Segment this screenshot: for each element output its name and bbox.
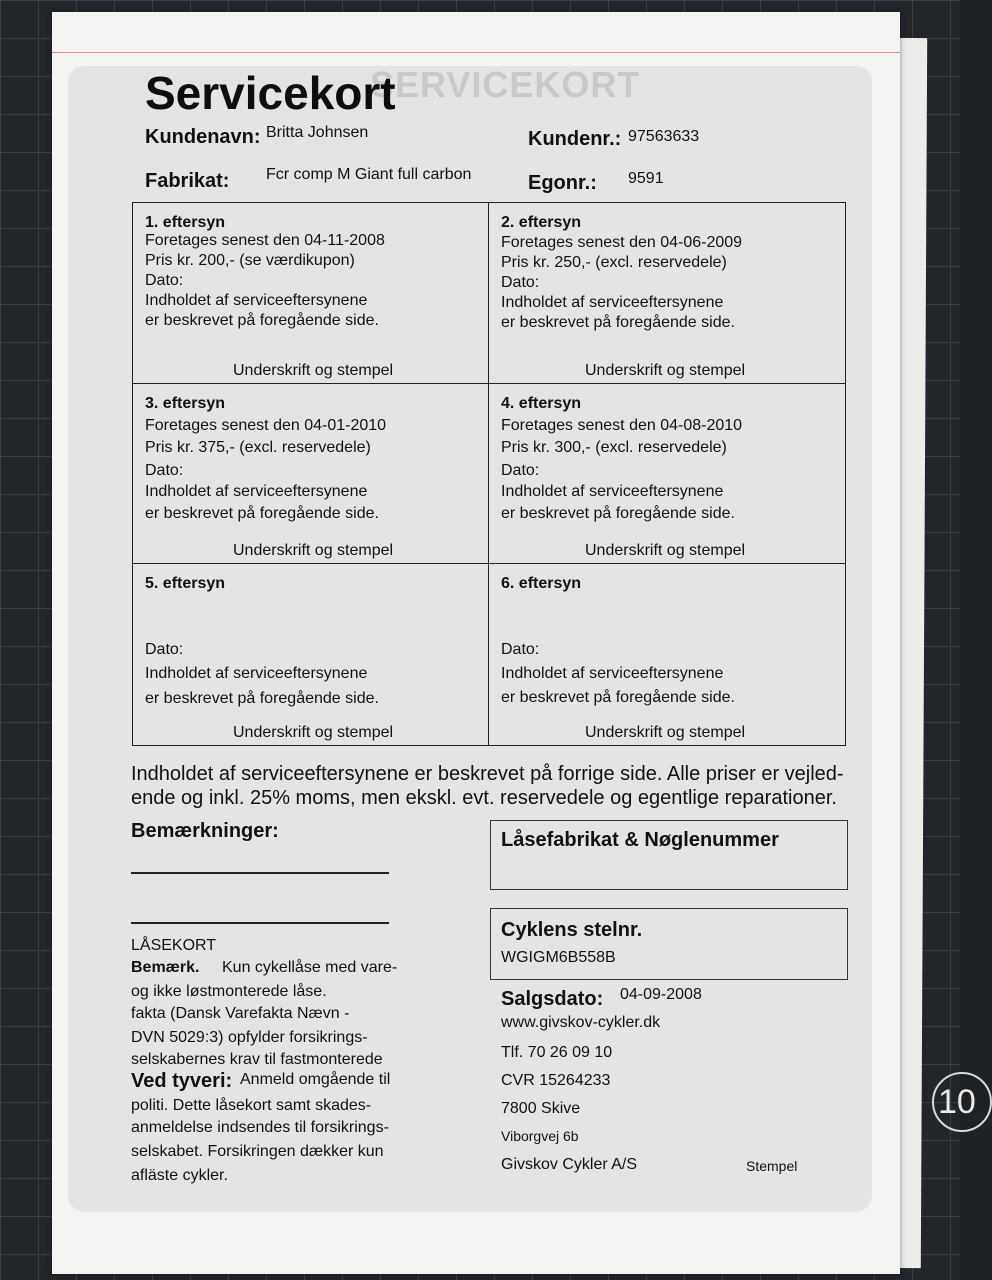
customer-no-value: 97563633 (628, 128, 700, 145)
lock-card-note-line: Kun cykellåse med vare- (222, 959, 398, 976)
inspection-cell-3 (133, 384, 489, 565)
inspection-content-line: er beskrevet på foregående side. (145, 690, 379, 708)
inspection-title: 3. eftersyn (145, 394, 226, 412)
inspection-cell-4 (489, 384, 845, 565)
inspection-date-label: Dato: (145, 641, 184, 659)
lock-card-note-line: selskabernes krav til fastmonterede (131, 1051, 383, 1068)
inspection-date-label: Dato: (501, 641, 540, 659)
theft-label: Ved tyveri: (131, 1070, 233, 1092)
card-title: Servicekort (145, 67, 396, 119)
inspection-title: 5. eftersyn (145, 575, 226, 593)
paper-margin-line (52, 52, 900, 53)
customer-no-label: Kundenr.: (528, 128, 622, 150)
customer-name-value: Britta Johnsen (266, 124, 369, 141)
lock-card-note-line: DVN 5029:3) opfylder forsikrings- (131, 1029, 368, 1046)
price-note (131, 762, 871, 810)
remarks-line (131, 872, 389, 874)
inspection-date-label: Dato: (145, 461, 184, 479)
price-note-line: Indholdet af serviceeftersynene er beskrevet på forrige side. Alle priser er vejled- (131, 763, 844, 785)
inspection-cell-5 (133, 564, 489, 745)
signature-label: Underskrift og stempel (585, 542, 746, 560)
lock-make-label: Låsefabrikat & Nøglenummer (501, 829, 779, 851)
inspection-content-line: er beskrevet på foregående side. (501, 689, 735, 707)
ghost-title: SERVICEKORT (370, 64, 641, 105)
lock-card-heading: LÅSEKORT (131, 937, 217, 954)
inspection-content-line: Indholdet af serviceeftersynene (145, 665, 368, 683)
shop-cvr: CVR 15264233 (501, 1072, 611, 1089)
inspection-title: 4. eftersyn (501, 394, 582, 412)
inspection-date-label: Dato: (145, 272, 184, 289)
frame-number-box (490, 908, 848, 980)
remarks-line (131, 922, 389, 924)
inspection-content-line: Indholdet af serviceeftersynene (501, 482, 724, 500)
stamp-label: Stempel (746, 1158, 798, 1174)
signature-label: Underskrift og stempel (585, 723, 746, 741)
egonr-label: Egonr.: (528, 172, 597, 194)
customer-name-label: Kundenavn: (145, 126, 261, 148)
make-label: Fabrikat: (145, 170, 230, 192)
theft-line: Anmeld omgående til (240, 1071, 391, 1088)
inspection-price: Pris kr. 300,- (excl. reservedele) (501, 438, 727, 456)
theft-line: selskabet. Forsikringen dækker kun (131, 1143, 384, 1160)
theft-line: afläste cykler. (131, 1167, 228, 1184)
inspection-deadline: Foretages senest den 04-08-2010 (501, 416, 743, 434)
inspection-price: Pris kr. 200,- (se værdikupon) (145, 252, 355, 269)
inspection-title: 2. eftersyn (501, 214, 582, 231)
inspection-date-label: Dato: (501, 461, 540, 479)
signature-label: Underskrift og stempel (233, 723, 394, 741)
shop-street: Viborgvej 6b (501, 1128, 579, 1144)
shop-name: Givskov Cykler A/S (501, 1156, 638, 1173)
inspection-deadline: Foretages senest den 04-06-2009 (501, 234, 743, 251)
inspection-cell-6 (489, 564, 845, 745)
inspection-content-line: er beskrevet på foregående side. (145, 312, 379, 329)
lock-card-note-line: og ikke løstmonterede låse. (131, 983, 327, 1000)
frame-number-value: WGIGM6B558B (501, 949, 616, 966)
mat-ruler-number: 10 (932, 1072, 992, 1132)
shop-phone: Tlf. 70 26 09 10 (501, 1044, 613, 1061)
inspection-grid (132, 202, 846, 746)
inspection-cell-1 (133, 203, 489, 384)
inspection-cell-2 (489, 203, 845, 384)
make-value: Fcr comp M Giant full carbon (266, 166, 472, 183)
lock-card-note-line: fakta (Dansk Varefakta Nævn - (131, 1005, 350, 1022)
lock-make-box (490, 820, 848, 890)
inspection-deadline: Foretages senest den 04-01-2010 (145, 416, 387, 434)
inspection-price: Pris kr. 250,- (excl. reservedele) (501, 254, 727, 271)
theft-line: politi. Dette låsekort samt skades- (131, 1097, 372, 1114)
inspection-content-line: Indholdet af serviceeftersynene (501, 294, 724, 311)
signature-label: Underskrift og stempel (233, 361, 394, 379)
egonr-value: 9591 (628, 170, 664, 187)
inspection-price: Pris kr. 375,- (excl. reservedele) (145, 438, 371, 456)
inspection-content-line: Indholdet af serviceeftersynene (501, 665, 724, 683)
theft-line: anmeldelse indsendes til forsikrings- (131, 1119, 389, 1136)
lock-card-note-label: Bemærk. (131, 959, 200, 976)
inspection-content-line: er beskrevet på foregående side. (145, 504, 379, 522)
sale-date-label: Salgsdato: (501, 988, 604, 1010)
shop-city: 7800 Skive (501, 1100, 581, 1117)
inspection-title: 1. eftersyn (145, 214, 226, 231)
inspection-content-line: er beskrevet på foregående side. (501, 314, 735, 331)
remarks-label: Bemærkninger: (131, 820, 279, 842)
shop-website: www.givskov-cykler.dk (501, 1014, 661, 1031)
sale-date-value: 04-09-2008 (620, 986, 702, 1003)
price-note-line: ende og inkl. 25% moms, men ekskl. evt. reservedele og egentlige reparationer. (131, 787, 837, 809)
inspection-content-line: Indholdet af serviceeftersynene (145, 482, 368, 500)
inspection-date-label: Dato: (501, 274, 540, 291)
frame-number-label: Cyklens stelnr. (501, 919, 643, 941)
signature-label: Underskrift og stempel (233, 542, 394, 560)
inspection-content-line: er beskrevet på foregående side. (501, 504, 735, 522)
inspection-deadline: Foretages senest den 04-11-2008 (145, 232, 385, 249)
inspection-content-line: Indholdet af serviceeftersynene (145, 292, 368, 309)
inspection-title: 6. eftersyn (501, 575, 582, 593)
signature-label: Underskrift og stempel (585, 361, 746, 379)
